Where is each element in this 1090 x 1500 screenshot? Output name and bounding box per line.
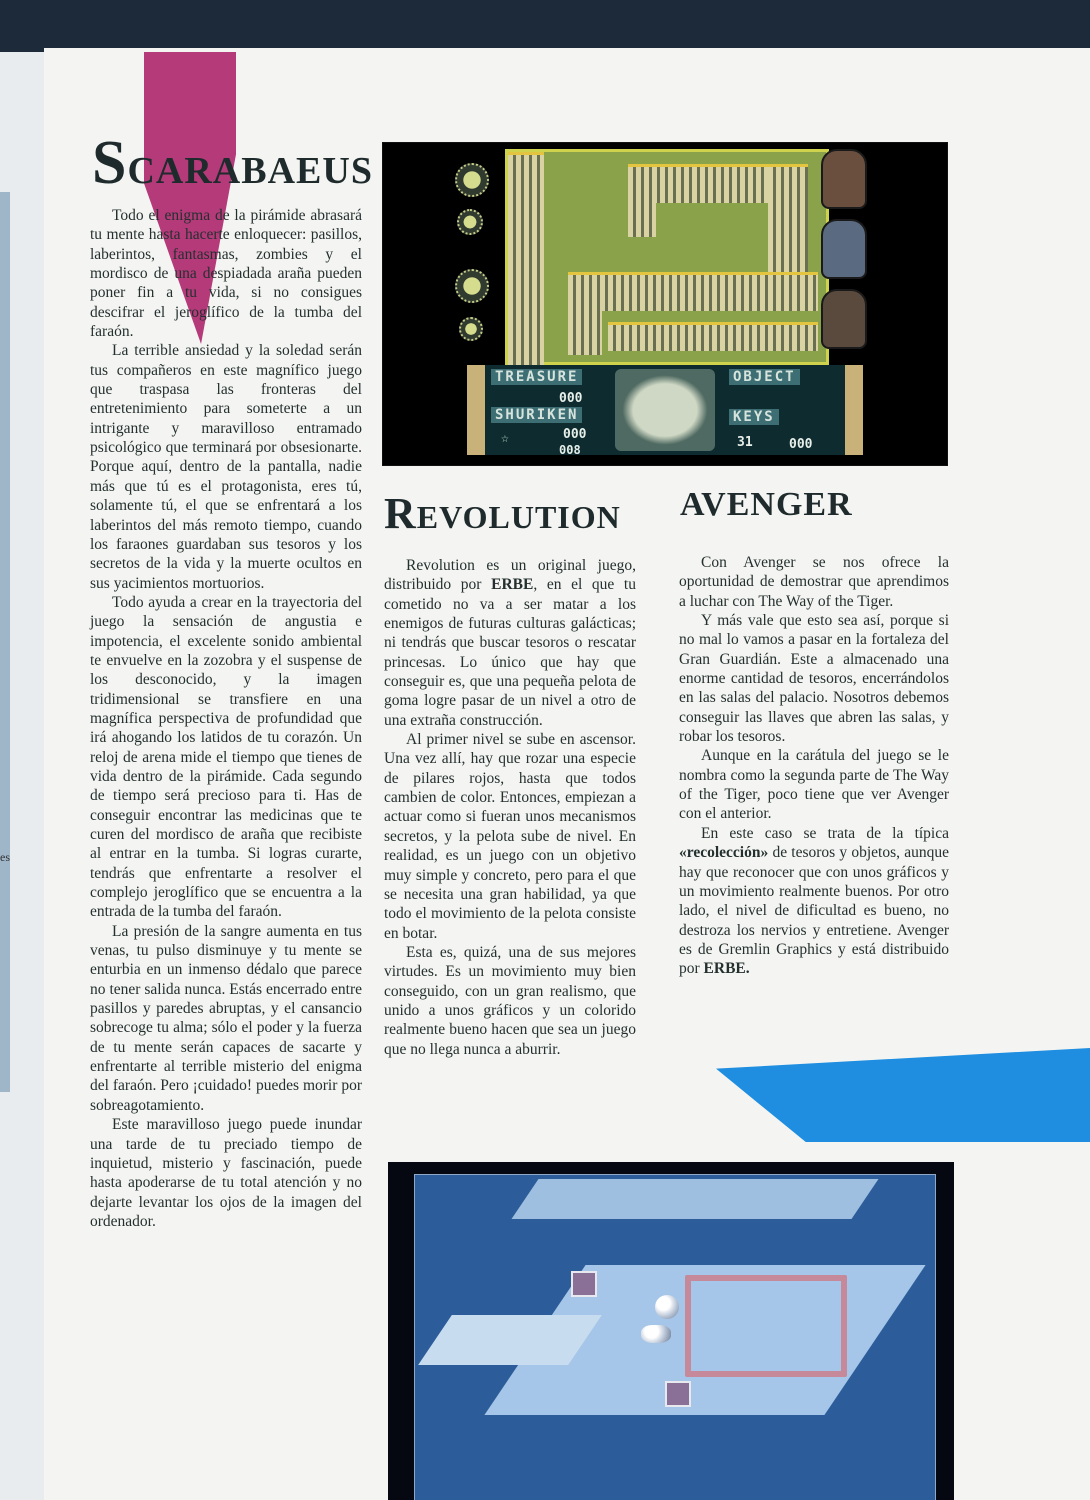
scarabaeus-paragraph: La presión de la sangre aumenta en tus venas, tu pulso disminuye y tu mente se enturbia en un inmenso dédalo que parece no tener salida nunca. Estás encerrado entre pasillos y paredes abruptas, y el cansancio sobrecoge tu alma; sólo el poder y la fuerza de tu mente serán capaces de sacarte y enfrentarte al terrible misterio del enigma del faraón. Pero ¡cuidado! puedes morir por sobreagotamiento.	[90, 922, 362, 1114]
maze-wall	[568, 272, 602, 355]
scarabaeus-paragraph: Todo el enigma de la pirámide abrasará tu mente hasta hacerte enloquecer: pasillos, laberintos, fantasmas, zombies y el mordisco de una despiadada araña pueden poner fin a tu vida, si no consigues descifrar el jeroglífico de la tumba del faraón.	[90, 207, 362, 341]
hud-object-label: OBJECT	[729, 369, 800, 385]
maze-wall	[568, 272, 818, 311]
maze-wall	[508, 152, 544, 365]
portrait-icon	[821, 149, 867, 209]
revolution-paragraph: Esta es, quizá, una de sus mejores virtudes. Es un movimiento muy bien conseguido, con un gran realismo, que unido a unos gráficos y un colorido realmente bueno hacen que sea un juego que no llega nunca a aburrir.	[384, 943, 636, 1058]
hud-star-count: 008	[559, 443, 581, 457]
avenger-paragraph: En este caso se trata de la típica «recolección» de tesoros y objetos, aunque hay que reconocer que con unos gráficos y un movimiento realmente buenos. Por otro lado, el nivel de dificultad es bueno, no destroza los nervios y entretiene. Avenger es de Gremlin Graphics y está distribuido por ERBE.	[679, 824, 949, 978]
star-icon: ☆	[501, 431, 509, 446]
maze-wall	[628, 164, 656, 237]
hud-keys-value: 000	[789, 437, 813, 452]
revolution-title: REVOLUTION	[384, 489, 621, 538]
top-dark-band	[0, 0, 1090, 52]
sun-icon	[455, 269, 489, 303]
avenger-paragraph: Y más vale que esto sea así, porque si no mal lo vamos a pasar en la fortaleza del Gran Guardián. Este a almacenado una enorme cantidad de tesoros, encerrándolos en las salas del palacio. Nosotros debemos conseguir las llaves que abren las salas, y robar los tesoros.	[679, 612, 949, 746]
ball-shadow	[641, 1325, 671, 1343]
hud-treasure-value: 000	[559, 391, 583, 406]
revolution-article-body	[384, 556, 636, 1059]
avenger-paragraph: Con Avenger se nos ofrece la oportunidad de demostrar que aprendimos a luchar con The Way of the Tiger.	[679, 554, 949, 610]
hud-keys-count: 31	[737, 435, 753, 450]
eye-icon	[457, 209, 483, 235]
moon-icon	[459, 317, 483, 341]
scarabaeus-game-screenshot	[382, 142, 948, 466]
scarabaeus-title: SCARABAEUS	[92, 129, 373, 197]
adjacent-page-blue-block	[0, 192, 10, 1092]
sun-icon	[455, 163, 489, 197]
hud-treasure-label: TREASURE	[491, 369, 582, 385]
adjacent-page-strip	[0, 52, 44, 1500]
hud-character-portrait	[615, 369, 715, 451]
pillar-ring	[685, 1275, 847, 1377]
hud-shuriken-value: 000	[563, 427, 587, 442]
red-pillar	[665, 1381, 691, 1407]
scroll-icon	[467, 365, 485, 455]
adjacent-page-text: es	[0, 850, 10, 864]
avenger-paragraph: Aunque en la carátula del juego se le nombra como la segunda parte de The Way of the Tiger, poco tiene que ver Avenger con el anterior.	[679, 747, 949, 823]
avenger-title: AVENGER	[680, 486, 853, 523]
hud-keys-label: KEYS	[729, 409, 779, 425]
scarabaeus-article-body	[90, 206, 362, 1231]
portrait-icon	[821, 289, 867, 349]
maze-wall	[608, 322, 818, 351]
scarabaeus-paragraph: Este maravilloso juego puede inundar una tarde de tu preciado tiempo de inquietud, misterio y fascinación, puede hasta apoderarse de tu total atención y no dejarte levantar los ojos de la imagen del ordenador.	[90, 1116, 362, 1230]
maze-view	[505, 149, 829, 365]
rubber-ball	[655, 1295, 679, 1319]
isometric-floor	[512, 1179, 879, 1219]
revolution-game-screenshot	[388, 1162, 954, 1500]
portrait-icon	[821, 219, 867, 279]
scarabaeus-paragraph: La terrible ansiedad y la soledad serán tus compañeros en este magnífico juego que traspasa las fronteras del entretenimiento para someterte a un intrigante y maravilloso entramado psicológico que terminará por obsesionarte. Porque aquí, dentro de la pantalla, nadie más que tú es el protagonista, eres tú, solamente tú, el que se enfrentará a los laberintos del más remoto tiempo, cuando los faraones guardaban sus tesoros y los secretos de la vida y la muerte ocultos en sus yacimientos mortuorios.	[90, 342, 362, 592]
avenger-article-body	[679, 553, 949, 979]
scarabaeus-paragraph: Todo ayuda a crear en la trayectoria del juego la sensación de angustia e impotencia, el excelente sonido ambiental te envuelve en la zozobra y el suspense de los desconocido, y la imagen tridimensional se transfiere en una magnífica perspectiva de profundidad que irá ahogando los latidos de tu corazón. Un reloj de arena mide el tiempo que tienes de vida dentro de la pirámide. Cada segundo de tiempo será precioso para ti. Has de conseguir encontrar las medicinas que te curen del mordisco de araña que recibiste al entrar en la tumba. Si logras curarte, tendrás que enfrentarte a resolver el complejo jeroglífico que se encuentra a la entrada de la tumba del faraón.	[90, 593, 362, 921]
scroll-icon	[845, 365, 863, 455]
red-pillar	[571, 1271, 597, 1297]
revolution-paragraph: Al primer nivel se sube en ascensor. Una vez allí, hay que rozar una especie de pilares rojos, hasta que todos cambien de color. Entonces, empiezan a actuar como si fueran unos mecanismos secretos, y la pelota sube de nivel. En realidad, es un juego con un objetivo muy simple y concreto, pero para el que se necesita una gran habilidad, ya que todo el movimiento de la pelota consiste en botar.	[384, 731, 636, 942]
game-hud	[467, 365, 863, 455]
revolution-paragraph: Revolution es un original juego, distribuido por ERBE, en el que tu cometido no va a ser matar a los enemigos de futuras culturas galácticas; ni tendrás que buscar tesoros o rescatar princesas. Lo único que hay que conseguir es, que una pequeña pelota de goma logre pasar de un nivel a otro de una extraña construcción.	[384, 557, 636, 729]
maze-wall	[768, 164, 808, 277]
hud-shuriken-label: SHURIKEN	[491, 407, 582, 423]
game-view-frame	[414, 1174, 936, 1500]
